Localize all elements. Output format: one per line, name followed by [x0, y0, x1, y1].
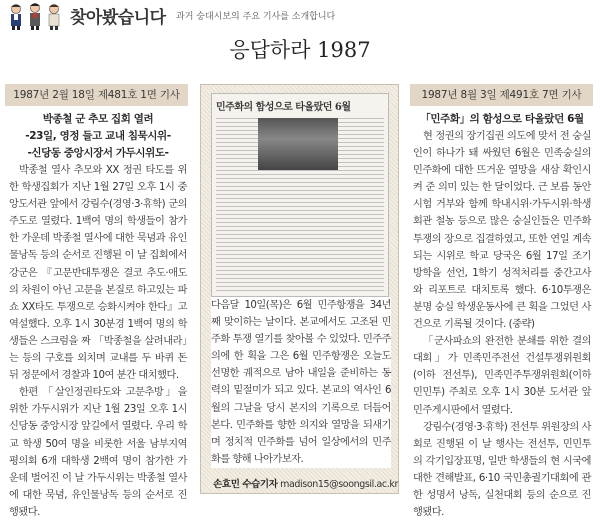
clipping-photo — [258, 118, 338, 170]
page-header — [0, 0, 600, 30]
right-paragraph: 「군사파쇼의 완전한 분쇄를 위한 결의대회」가 민족민주전선 건설투쟁위원회(이하 전선투), 민족민주투쟁위원회(이하 민민투) 주최로 오후 1시 30분 도서관 앞 민주게시판에서 열렸다. — [413, 336, 591, 416]
right-headline: 「민주화」의 함성으로 타올랐던 6월 — [420, 113, 584, 125]
left-paragraph: 박종철 열사 추모와 XX 정권 타도를 위한 학생집회가 지난 1월 27일 오후 1시 중앙도서관 앞에서 강림수(경영·3·휴학) 군의 주도로 열렸다. 1백여 명의 학생들이 참가한 가운데 박종철 열사에 대한 묵념과 유인물낭독 등의 순서로 진행된 이 날 집회에서 강군은 『고문반대투쟁은 결코 추도·애도의 차원이 아닌 고문을 본질로 하고있는 파쇼 XX타도 투쟁으로 승화시켜야 한다』고 역설했다. 오후 1시 30분경 1백여 명의 학생들은 스크럼을 짜 「박종철을 살려내라」는 등의 구호를 외치며 교내를 두 바퀴 돈 뒤 정문에서 경찰과 10여 분간 대치했다. — [9, 165, 187, 382]
left-article — [9, 111, 187, 521]
right-article — [413, 111, 591, 521]
left-headline-sub1: -23일, 영정 들고 교내 침묵시위- — [25, 130, 171, 142]
newspaper-clipping-image — [211, 93, 389, 297]
reporters-illustration — [6, 2, 64, 30]
intro-paragraph: 다음달 10일(목)은 6월 민주항쟁을 34년 째 맞이하는 날이다. 본교에서도 고조된 민주화 투쟁 열기를 찾아볼 수 있었다. 민주주의에 한 획을 그은 6월 민주항쟁은 오늘도 선명한 궤적으로 남아 내일을 준비하는 동력의 밑절미가 되고 있다. 본교의 역사인 6월의 그날을 당시 본지의 기록으로 더듬어 본다. 민주화를 향한 의지와 열망을 되새기며 정치적 민주화를 넘어 일상에서의 민주화를 향해 나아가보자. — [211, 300, 391, 465]
intro-box — [200, 84, 399, 494]
section-title: 찾아봤습니다 — [70, 8, 166, 28]
byline-email: madison15@soongsil.ac.kr — [280, 479, 398, 490]
intro-text — [211, 297, 391, 468]
byline — [210, 476, 398, 490]
section-subtitle: 과거 숭대시보의 주요 기사를 소개합니다 — [176, 12, 336, 22]
left-paragraph: 한편 「살인정권타도와 고문추방」을 위한 가두시위가 지난 1월 23일 오후 1시 신당동 중앙시장 앞길에서 열렸다. 우리 학교 학생 50여 명을 비롯한 서울 남부지역 평의회 6개 대학생 2백여 명이 참가한 가운데 벌어진 이 날 가두시위는 박종철 열사에 대한 묵념, 유인물낭독 등의 순서로 진행됐다. — [9, 387, 187, 518]
byline-name: 손효민 수습기자 — [213, 479, 278, 490]
right-issue-label: 1987년 8월 3일 제491호 7면 기사 — [410, 84, 593, 106]
page-title: 응답하라 1987 — [229, 38, 371, 62]
right-paragraph: 강림수(경영·3·휴학) 전선투 위원장의 사회로 진행된 이 날 행사는 전선투, 민민투의 각기입장표명, 일반 학생들의 현 시국에 대한 견해발표, 6·10 국민총궐기대회에 관한 성명서 낭독, 실천대회 등의 순으로 진행됐다. — [413, 421, 591, 519]
right-paragraph: 현 정권의 장기집권 의도에 맞서 전 숭실인이 하나가 돼 싸웠던 6월은 민족숭실의 민주화에 대한 뜨거운 열망을 새삼 확인시켜 준 의미 있는 한 달이었다. 근 보름 동안 시험 거부와 함께 학내시위·가두시위·학생회관 철농 등으로 많은 숭실인들은 민주화 투쟁의 장으로 집결하였고, 또한 연일 계속되는 시위로 학교 당국은 6월 17일 조기 방학을 선언, 1학기 성적처리를 중간고사와 리포트로 대치토록 했다. 6·10투쟁은 분명 숭실 학생운동사에 큰 획을 그었던 사건으로 기록될 것이다. (중략) — [413, 131, 591, 331]
left-issue-label: 1987년 2월 18일 제481호 1면 기사 — [5, 84, 188, 106]
left-headline-main: 박종철 군 추모 집회 열려 — [42, 113, 154, 125]
left-headline-sub2: -신당동 중앙시장서 가두시위도- — [27, 147, 169, 159]
clipping-headline: 민주화의 함성으로 타올랐던 6월 — [216, 102, 351, 112]
